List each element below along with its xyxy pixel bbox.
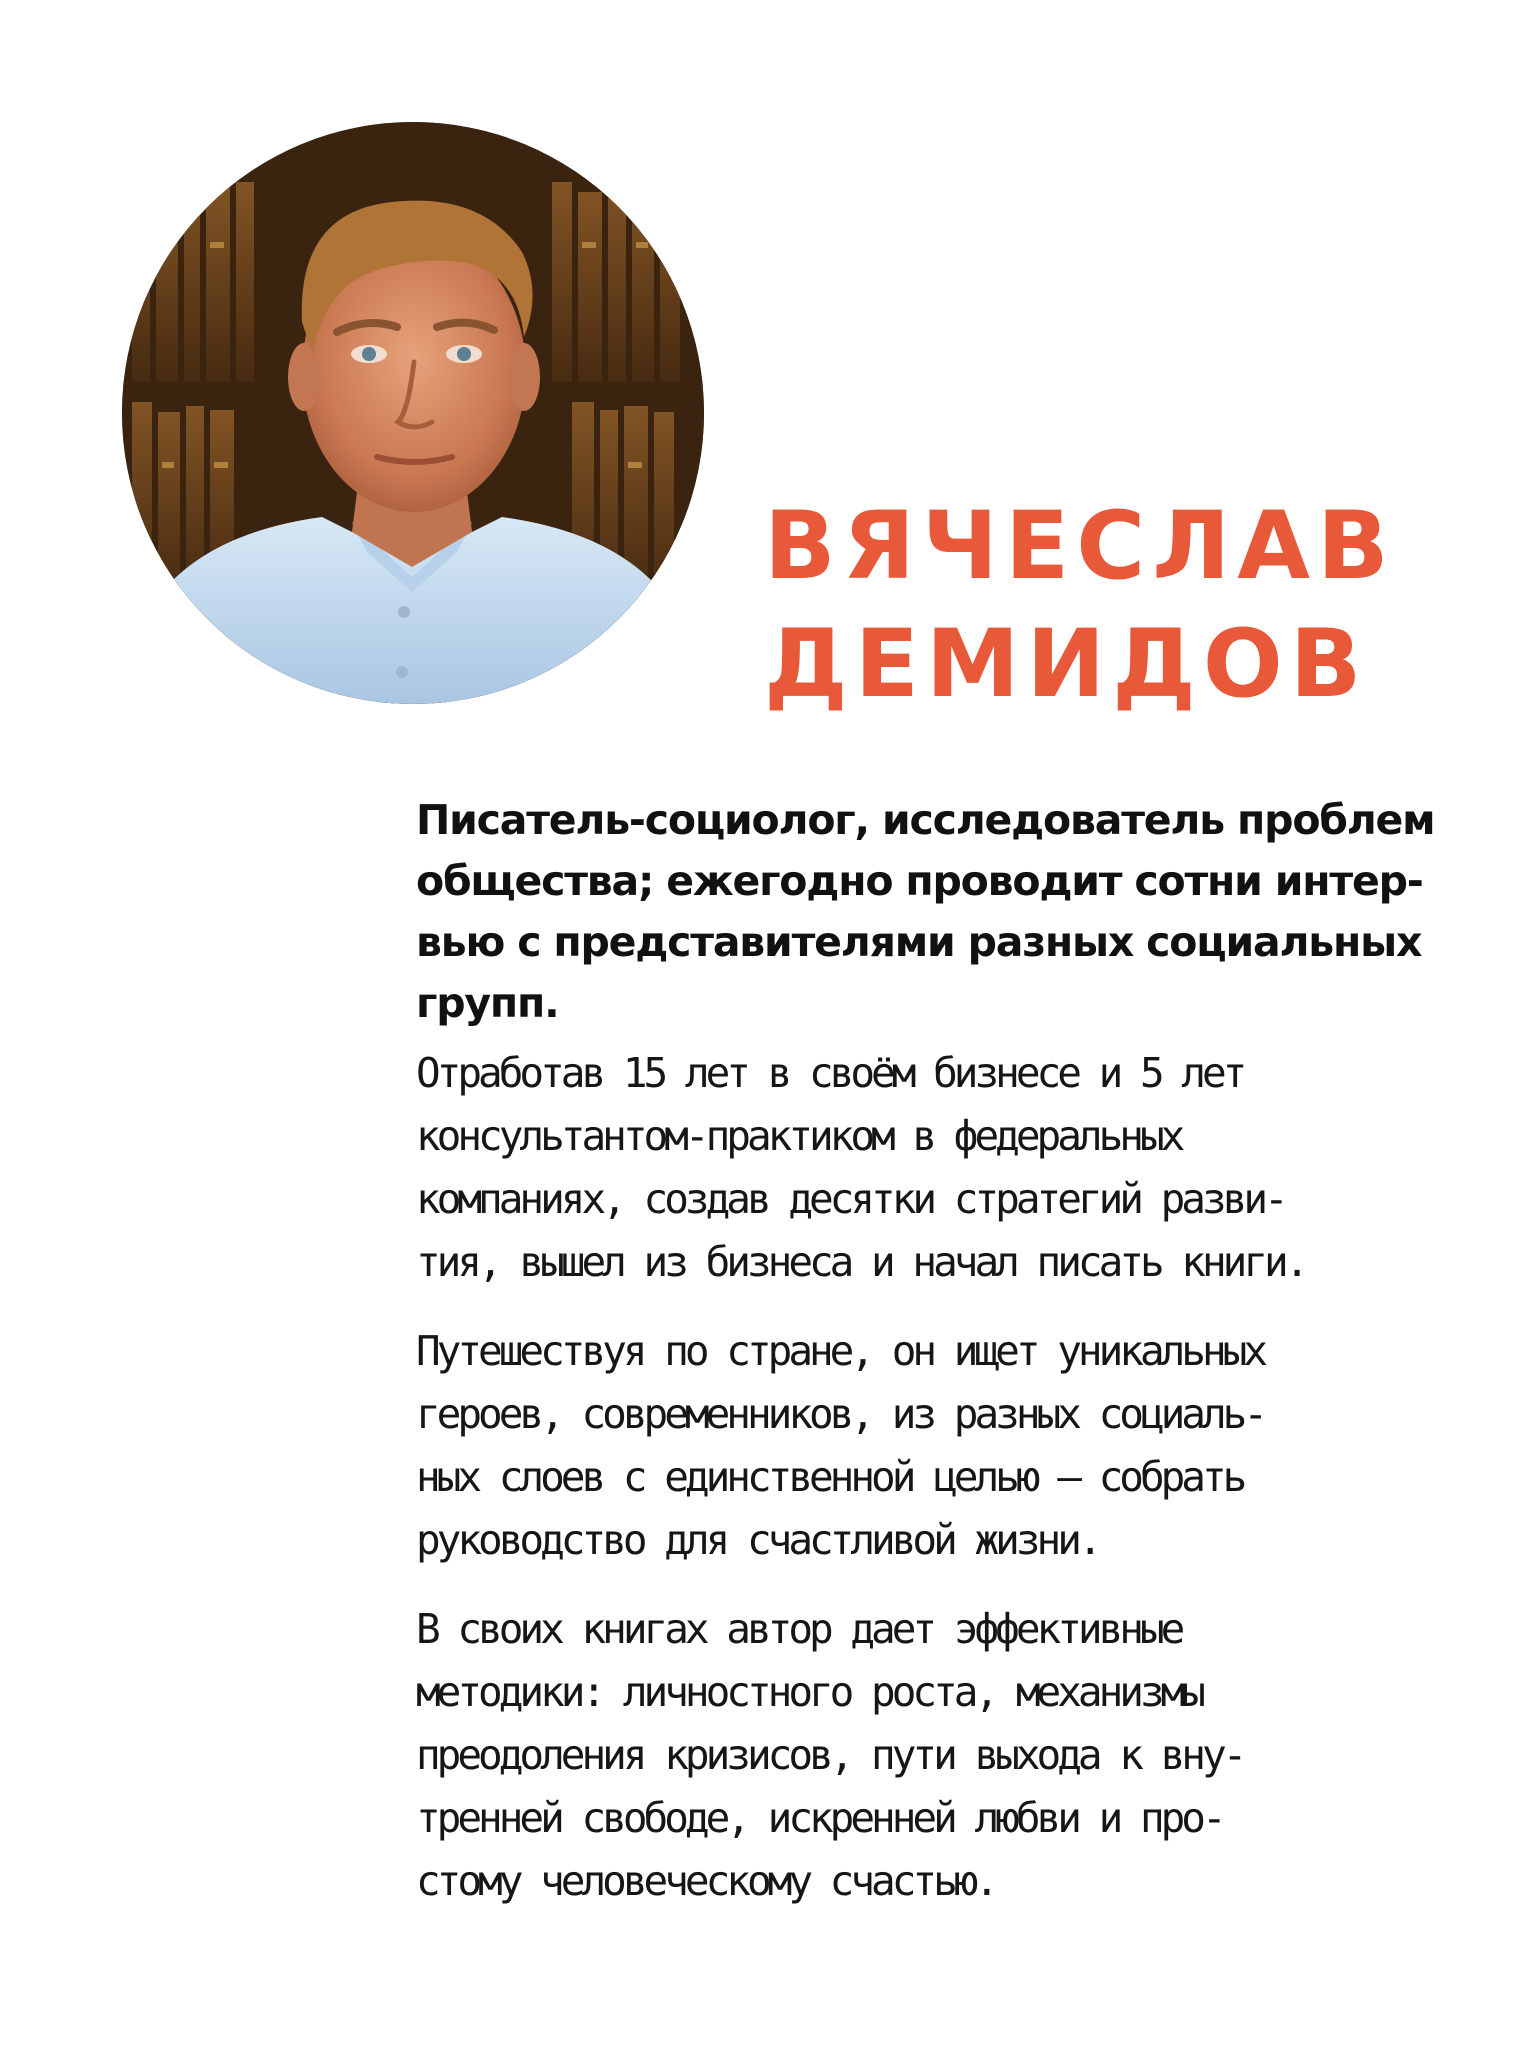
- bio-lead: [416, 790, 1436, 1034]
- bio-line: В своих книгах автор дает эффективные: [416, 1605, 1182, 1653]
- bio-lead-line: вью с представителями разных социальных: [416, 918, 1422, 966]
- bio-lead-line: общества; ежегодно проводит сотни интер-: [416, 857, 1423, 905]
- author-bio: [416, 790, 1436, 1913]
- bio-line: ных слоев с единственной целью — собрать: [416, 1453, 1244, 1501]
- bio-line: преодоления кризисов, пути выхода к вну-: [416, 1731, 1244, 1779]
- bio-line: стому человеческому счастью.: [416, 1857, 996, 1905]
- author-portrait-icon: [122, 122, 704, 704]
- bio-lead-line: Писатель-социолог, исследователь проблем: [416, 796, 1435, 844]
- bio-paragraph-travel: [416, 1320, 1436, 1572]
- bio-line: героев, современников, из разных социаль-: [416, 1390, 1265, 1438]
- author-portrait: [122, 122, 704, 704]
- bio-paragraph-books: [416, 1598, 1436, 1913]
- bio-line: компаниях, создав десятки стратегий разви-: [416, 1175, 1285, 1223]
- bio-lead-line: групп.: [416, 979, 559, 1027]
- author-first-name: ВЯЧЕСЛАВ: [764, 492, 1396, 601]
- bio-line: методики: личностного роста, механизмы: [416, 1668, 1202, 1716]
- bio-paragraph-business: [416, 1042, 1436, 1294]
- author-name: [764, 488, 1396, 724]
- bio-line: тренней свободе, искренней любви и про-: [416, 1794, 1223, 1842]
- bio-line: Отработав 15 лет в своём бизнесе и 5 лет: [416, 1049, 1244, 1097]
- bio-line: консультантом-практиком в федеральных: [416, 1112, 1182, 1160]
- author-last-name: ДЕМИДОВ: [764, 610, 1369, 719]
- bio-line: Путешествуя по стране, он ищет уникальных: [416, 1327, 1265, 1375]
- bio-line: тия, вышел из бизнеса и начал писать книги.: [416, 1238, 1306, 1286]
- bio-line: руководство для счастливой жизни.: [416, 1516, 1099, 1564]
